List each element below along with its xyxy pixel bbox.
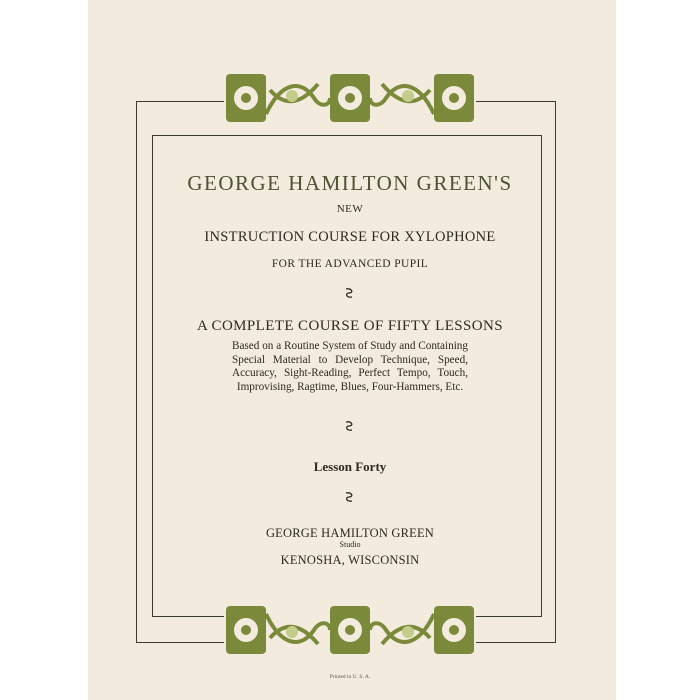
publisher-name: GEORGE HAMILTON GREEN [265, 526, 435, 540]
fleuron-icon [343, 420, 357, 432]
course-title: INSTRUCTION COURSE FOR XYLOPHONE [204, 229, 496, 245]
fleuron-icon [343, 287, 357, 299]
audience-label: FOR THE ADVANCED PUPIL [271, 258, 429, 270]
new-label: NEW [336, 203, 364, 215]
publisher-location: KENOSHA, WISCONSIN [280, 553, 420, 567]
course-headline: A COMPLETE COURSE OF FIFTY LESSONS [196, 318, 503, 334]
page-title: GEORGE HAMILTON GREEN'S [187, 171, 513, 195]
bottom-ornament-icon [222, 602, 478, 658]
course-description: Based on a Routine System of Study and Containing Special Material to Develop Technique, Speed, Accuracy, Sight-Reading, Perfect Tempo, Touch, Improvising, Ragtime, Blues, Four-Hammers, Etc. [232, 340, 468, 393]
fleuron-icon [343, 491, 357, 503]
publisher-label: Studio [339, 540, 361, 549]
lesson-number: Lesson Forty [313, 459, 387, 474]
top-ornament-icon [222, 70, 478, 126]
imprint: Printed in U. S. A. [329, 674, 371, 680]
